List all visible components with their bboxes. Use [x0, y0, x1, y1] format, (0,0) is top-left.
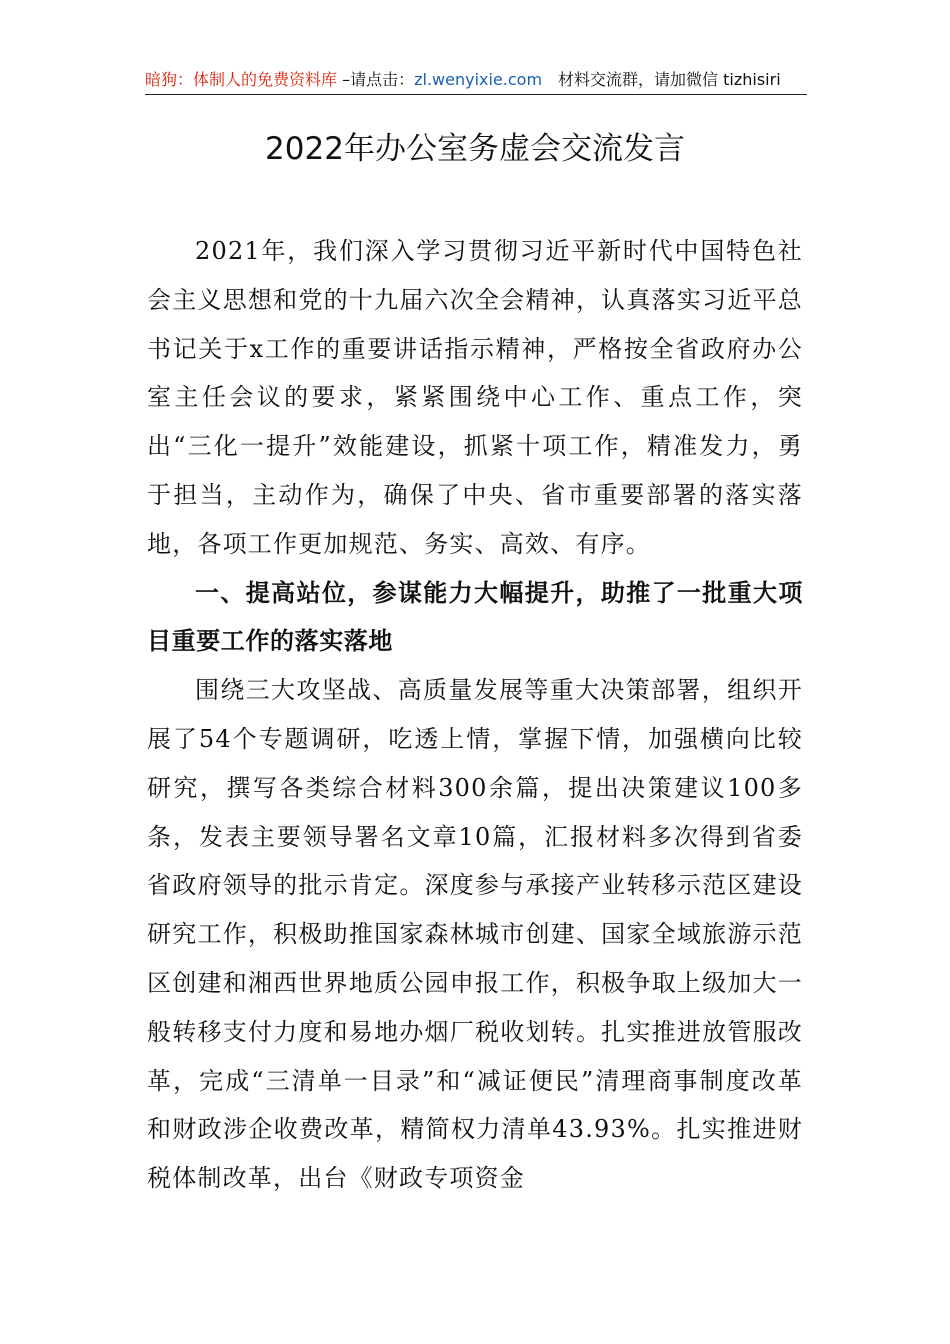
header-click-prompt: –请点击：	[337, 70, 415, 89]
page-header	[145, 66, 807, 95]
document-body	[147, 227, 803, 1203]
section-1-paragraph: 围绕三大攻坚战、高质量发展等重大决策部署，组织开展了54个专题调研，吃透上情，掌握下情，加强横向比较研究，撰写各类综合材料300余篇，提出决策建议100多条，发表主要领导署名文章10篇，汇报材料多次得到省委省政府领导的批示肯定。深度参与承接产业转移示范区建设研究工作，积极助推国家森林城市创建、国家全域旅游示范区创建和湘西世界地质公园申报工作，积极争取上级加大一般转移支付力度和易地办烟厂税收划转。扎实推进放管服改革，完成“三清单一目录”和“减证便民”清理商事制度改革和财政涉企收费改革，精简权力清单43.93%。扎实推进财税体制改革，出台《财政专项资金	[147, 676, 803, 1193]
header-brand: 暗狗：体制人的免费资料库	[145, 70, 338, 89]
header-url-link[interactable]: zl.wenyixie.com	[414, 70, 543, 89]
header-group-info: 材料交流群，请加微信 tizhisiri	[558, 70, 781, 89]
section-heading-1: 一、提高站位，参谋能力大幅提升，助推了一批重大项目重要工作的落实落地	[147, 578, 803, 656]
document-title: 2022年办公室务虚会交流发言	[265, 131, 685, 167]
intro-paragraph: 2021年，我们深入学习贯彻习近平新时代中国特色社会主义思想和党的十九届六次全会精神，认真落实习近平总书记关于x工作的重要讲话指示精神，严格按全省政府办公室主任会议的要求，紧紧围绕中心工作、重点工作，突出“三化一提升”效能建设，抓紧十项工作，精准发力，勇于担当，主动作为，确保了中央、省市重要部署的落实落地，各项工作更加规范、务实、高效、有序。	[147, 237, 803, 558]
